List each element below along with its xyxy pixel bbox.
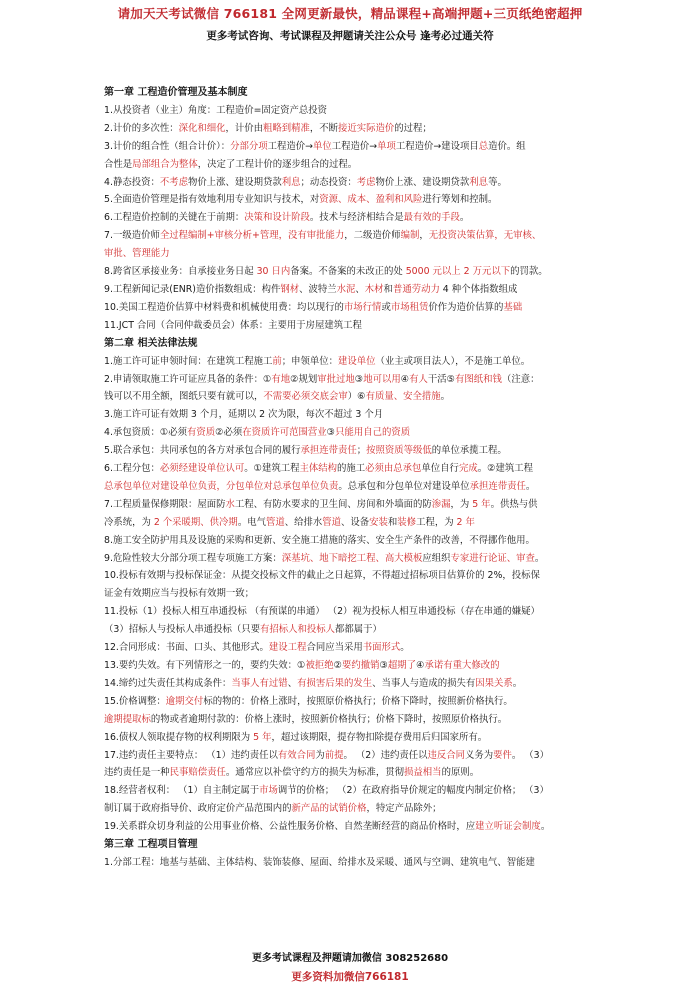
text-segment: 调节的价格； （2）在政府指导价规定的幅度内制定价格； （3） xyxy=(277,785,549,797)
text-segment: 10.投标有效期与投标保证金：从提交投标文件的截止之日起算，不得超过招标项目估算价的 2%，投标保 xyxy=(104,570,540,582)
highlighted-text: 新产品的试销价格 xyxy=(291,803,367,815)
text-segment: 和 xyxy=(387,516,398,528)
text-line xyxy=(104,442,602,460)
text-segment: 第三章 工程项目管理 xyxy=(104,839,198,851)
highlighted-text: 不考虑 xyxy=(159,176,188,188)
highlighted-text: 建设单位 xyxy=(337,355,376,367)
text-segment: 3.计价的组合性（组合计价）： xyxy=(104,140,231,152)
highlighted-text: 被拒绝 xyxy=(305,660,334,671)
text-segment: 。技术与经济相结合是 xyxy=(309,212,404,224)
text-segment: 9.危险性较大分部分项工程专项施工方案： xyxy=(104,552,282,564)
highlighted-text: 有招标人和投标人 xyxy=(259,624,335,636)
text-segment: 第二章 相关法律法规 xyxy=(104,337,198,349)
text-segment: 。 xyxy=(540,821,551,833)
highlighted-text: 建立听证会制度 xyxy=(475,821,541,833)
text-segment: 。 xyxy=(512,677,523,689)
text-segment: 。供热与供 xyxy=(490,498,538,510)
text-segment: 9.工程新闻记录(ENR)造价指数组成：构件 xyxy=(104,283,281,295)
text-segment: 工程造价→ xyxy=(267,140,314,152)
highlighted-text: 书面形式 xyxy=(362,642,401,654)
text-segment: 18.经营者权利： （1）自主制定属于 xyxy=(104,785,260,797)
highlighted-text: 5000 元以上 2 万元以下 xyxy=(405,266,511,278)
text-segment: 合性是 xyxy=(104,158,133,170)
text-line xyxy=(104,639,602,657)
text-segment: ，决定了工程计价的逐步组合的过程。 xyxy=(197,158,358,170)
highlighted-text: 逾期提取标 xyxy=(104,713,151,725)
top-sub-banner: 更多考试咨询、考试课程及押题请关注公众号 逢考必过通关符 xyxy=(206,30,494,42)
highlighted-text: 木材 xyxy=(364,283,384,295)
text-segment: 3.施工许可证有效期 3 个月，延期以 2 次为限，每次不超过 3 个月 xyxy=(104,409,384,421)
highlighted-text: 有地 xyxy=(271,373,291,385)
text-segment: ②必须 xyxy=(215,427,243,439)
text-line xyxy=(104,156,602,174)
top-promo-banner: 请加天天考试微信 766181 全网更新最快，精品课程+高端押题+三页纸绝密超押 xyxy=(117,6,583,21)
text-segment: 的过程； xyxy=(394,122,432,134)
text-segment: ，为 xyxy=(450,498,473,510)
text-segment: 工程造价→建设项目 xyxy=(395,140,479,152)
highlighted-text: 分部分项 xyxy=(230,140,268,152)
text-segment: （注意： xyxy=(501,373,540,385)
text-line xyxy=(104,603,602,621)
text-line xyxy=(104,102,602,120)
highlighted-text: 有图纸和钱 xyxy=(455,373,502,385)
highlighted-text: 超期了 xyxy=(387,660,417,671)
text-segment: 价作为造价估算的 xyxy=(428,301,504,313)
text-segment: 违约责任是一种 xyxy=(104,767,170,779)
highlighted-text: 总 xyxy=(478,140,489,152)
highlighted-text: 逾期交付 xyxy=(165,695,204,707)
text-segment: 10.美国工程造价估算中材料费和机械使用费：均以现行的 xyxy=(104,301,344,313)
highlighted-text: 水 xyxy=(225,498,235,510)
text-line xyxy=(104,550,602,568)
highlighted-text: 地可以用 xyxy=(363,373,401,385)
text-segment: 物价上涨、建设期贷款 xyxy=(375,176,470,188)
text-segment: 4.承包资质：①必须 xyxy=(104,427,187,439)
highlighted-text: 专家进行论证、审查 xyxy=(450,552,535,564)
highlighted-text: 承担连带责任 xyxy=(469,480,526,492)
text-segment: 、设备 xyxy=(341,516,370,528)
text-segment: 等。 xyxy=(488,176,507,188)
highlighted-text: 市场租赁 xyxy=(390,301,429,313)
text-segment: 。 xyxy=(440,391,450,403)
text-line xyxy=(104,299,602,317)
text-segment: 14.缔约过失责任其构成条件： xyxy=(104,677,232,689)
highlighted-text: 审批、管理能力 xyxy=(104,248,170,260)
highlighted-text: 只能用自己的资质 xyxy=(335,427,411,439)
text-segment: 备案。不备案的未改正的处 xyxy=(290,266,406,278)
text-line xyxy=(104,120,602,138)
text-segment: 。 xyxy=(534,552,545,564)
highlighted-text: 前提 xyxy=(324,749,344,761)
text-segment: 的单位承揽工程。 xyxy=(431,445,507,457)
text-segment: 、波特兰 xyxy=(299,283,337,295)
text-segment: 12.合同形成：书面、口头、其他形式。 xyxy=(104,642,269,654)
text-line xyxy=(104,532,602,550)
highlighted-text: 接近实际造价 xyxy=(338,122,395,134)
highlighted-text: 单项 xyxy=(377,140,396,152)
text-segment: 。 （2）违约责任以 xyxy=(343,749,428,761)
text-segment: 应组织 xyxy=(422,552,451,564)
highlighted-text: 利息 xyxy=(281,176,301,188)
text-segment: （3）招标人与投标人串通投标（只要 xyxy=(104,624,260,636)
highlighted-text: 编制 xyxy=(400,230,420,242)
highlighted-text: 建设工程 xyxy=(268,642,307,654)
text-segment: 。 xyxy=(525,480,536,492)
text-line xyxy=(104,478,602,496)
text-segment: ④ xyxy=(400,373,410,385)
text-line xyxy=(104,191,602,209)
text-segment: 1.分部工程：地基与基础、主体结构、装饰装修、屋面、给排水及采暖、通风与空调、建筑电气、智能建 xyxy=(104,856,535,868)
highlighted-text: 有质量、安全措施 xyxy=(365,391,441,403)
highlighted-text: 市场行情 xyxy=(343,301,382,313)
highlighted-text: 损益相当 xyxy=(404,767,442,779)
text-line xyxy=(104,621,602,639)
text-segment: 、 xyxy=(355,283,365,295)
highlighted-text: 钢材 xyxy=(280,283,300,295)
text-segment: 7.一级造价师 xyxy=(104,230,160,242)
text-line xyxy=(104,764,602,782)
highlighted-text: 当事人有过错 xyxy=(231,677,288,689)
text-segment: ②规划 xyxy=(290,373,318,385)
highlighted-text: 局部组合为整体 xyxy=(132,158,198,170)
text-segment: 造价。组 xyxy=(488,140,526,152)
text-segment: 钱可以不用全额，图纸只要有就可以， xyxy=(104,391,264,403)
text-line xyxy=(104,388,602,406)
text-segment: 。电气 xyxy=(237,516,266,528)
highlighted-text: 按照资质等级低 xyxy=(366,445,432,457)
text-line xyxy=(104,711,602,729)
text-segment: ）⑥ xyxy=(347,391,366,403)
highlighted-text: 有损害后果的发生 xyxy=(297,677,373,689)
text-segment: 11.投标（1）投标人相互串通投标 （有预谋的串通） （2）视为投标人相互串通投标（存在串通的嫌疑） xyxy=(104,606,540,618)
highlighted-text: 30 日内 xyxy=(256,266,291,278)
text-segment: 8.跨省区承接业务：自承接业务日起 xyxy=(104,266,257,278)
text-line xyxy=(104,174,602,192)
text-line xyxy=(104,209,602,227)
chapter-heading xyxy=(104,84,602,102)
highlighted-text: 不需要必须交底会审 xyxy=(263,391,348,403)
text-line xyxy=(104,317,602,335)
text-segment: 标的物的：价格上涨时，按照原价格执行；价格下降时，按照新价格执行。 xyxy=(203,695,513,707)
highlighted-text: 民事赔偿责任 xyxy=(169,767,226,779)
highlighted-text: 有人 xyxy=(409,373,428,385)
text-segment: 1.从投资者（业主）角度：工程造价=固定资产总投资 xyxy=(104,104,328,116)
highlighted-text: 单位 xyxy=(313,140,332,152)
document-body xyxy=(104,84,602,872)
highlighted-text: 最有效的手段 xyxy=(403,212,460,224)
text-line xyxy=(104,353,602,371)
highlighted-text: 资源、成本、盈利和风险 xyxy=(319,194,423,206)
text-segment: 、 xyxy=(287,677,298,689)
highlighted-text: 管道 xyxy=(265,516,285,528)
text-segment: 义务为 xyxy=(465,749,494,761)
text-line xyxy=(104,406,602,424)
highlighted-text: 无投资决策估算，无审核、 xyxy=(428,230,542,242)
highlighted-text: 深基坑、地下暗挖工程、高大模板 xyxy=(281,552,423,564)
text-segment: 6.工程造价控制的关键在于前期： xyxy=(104,212,245,224)
text-segment: 冷系统，为 xyxy=(104,516,154,528)
highlighted-text: 总承包单位对建设单位负责，分包单位对总承包单位负责 xyxy=(104,480,339,492)
text-line xyxy=(104,818,602,836)
text-segment: 6.工程分包： xyxy=(104,463,160,475)
text-segment: ，超过该期限，提存物扣除提存费用后归国家所有。 xyxy=(271,731,488,743)
text-segment: ，不断 xyxy=(309,122,339,134)
chapter-heading xyxy=(104,335,602,353)
text-segment: 、当事人与造成的损失有 xyxy=(372,677,476,689)
highlighted-text: 管道 xyxy=(322,516,341,528)
chapter-heading xyxy=(104,836,602,854)
text-segment: 。 xyxy=(400,642,410,654)
highlighted-text: 渗漏 xyxy=(431,498,451,510)
text-segment: 11.JCT 合同（合同仲裁委员会）体系：主要用于房屋建筑工程 xyxy=(104,319,362,331)
highlighted-text: 5 年 xyxy=(472,498,491,510)
text-segment: 的物或者逾期付款的：价格上涨时，按照新价格执行；价格下降时，按照原价格执行。 xyxy=(150,713,508,725)
highlighted-text: 决策和设计阶段 xyxy=(244,212,310,224)
highlighted-text: 粗略到精准 xyxy=(262,122,310,134)
highlighted-text: 承担连带责任 xyxy=(300,445,357,457)
text-segment: 。总承包和分包单位对建设单位 xyxy=(338,480,470,492)
text-line xyxy=(104,693,602,711)
text-segment: 为 xyxy=(315,749,325,761)
highlighted-text: 有效合同 xyxy=(277,749,316,761)
text-segment: 4.静态投资： xyxy=(104,176,160,188)
text-segment: ③ xyxy=(379,660,388,671)
text-line xyxy=(104,854,602,872)
highlighted-text: 有资质 xyxy=(186,427,216,439)
text-segment: 5.全面造价管理是指有效地利用专业知识与技术，对 xyxy=(104,194,320,206)
text-segment: 7.工程质量保修期限：屋面防 xyxy=(104,498,226,510)
text-segment: 或 xyxy=(381,301,391,313)
text-segment: ，二级造价师 xyxy=(344,230,401,242)
text-line xyxy=(104,585,602,603)
highlighted-text: 2 个采暖期、供冷期 xyxy=(153,516,238,528)
highlighted-text: 5 年 xyxy=(253,731,272,743)
text-segment: 。通常应以补偿守约方的损失为标准，贯彻 xyxy=(225,767,405,779)
text-segment: 制订属于政府指导价、政府定价产品范围内的 xyxy=(104,803,292,815)
text-segment: 工程造价→ xyxy=(331,140,378,152)
highlighted-text: 违反合同 xyxy=(427,749,465,761)
text-line xyxy=(104,675,602,693)
text-segment: ，计价由 xyxy=(225,122,263,134)
highlighted-text: 市场 xyxy=(259,785,278,797)
highlighted-text: 承诺有重大修改的 xyxy=(424,660,500,671)
text-line xyxy=(104,514,602,532)
text-segment: 工程，为 xyxy=(416,516,457,528)
text-segment: 、给排水 xyxy=(284,516,323,528)
text-segment: 19.关系群众切身利益的公用事业价格、公益性服务价格、自然垄断经营的商品价格时，应 xyxy=(104,821,476,833)
text-segment: 合同应当采用 xyxy=(306,642,363,654)
highlighted-text: 2 年 xyxy=(456,516,475,528)
text-segment: 2.计价的多次性： xyxy=(104,122,179,134)
text-segment: ③ xyxy=(354,373,364,385)
text-segment: ③ xyxy=(326,427,336,439)
text-segment: 第一章 工程造价管理及基本制度 xyxy=(104,87,248,98)
text-segment: 的施工 xyxy=(337,463,366,475)
text-segment: 。 （3） xyxy=(511,749,549,761)
text-segment: 单位自行 xyxy=(421,463,459,475)
text-segment: ④ xyxy=(416,660,425,671)
highlighted-text: 安装 xyxy=(369,516,388,528)
highlighted-text: 要约撤销 xyxy=(342,660,380,671)
highlighted-text: 必须由总承包 xyxy=(365,463,422,475)
highlighted-text: 水泥 xyxy=(336,283,356,295)
text-segment: 5.联合承包：共同承包的各方对承包合同的履行 xyxy=(104,445,301,457)
text-segment: 。 xyxy=(459,212,470,224)
text-segment: ，特定产品除外； xyxy=(366,803,442,815)
text-segment: 和 xyxy=(383,283,393,295)
highlighted-text: 普通劳动力 xyxy=(392,283,440,295)
text-segment: 2.申请领取施工许可证应具备的条件：① xyxy=(104,373,272,385)
text-segment: 。②建筑工程 xyxy=(477,463,533,475)
text-segment: 。①建筑工程 xyxy=(244,463,300,475)
highlighted-text: 要件 xyxy=(493,749,512,761)
text-segment: 16.债权人领取提存物的权利期限为 xyxy=(104,731,254,743)
text-line xyxy=(104,227,602,245)
text-line xyxy=(104,729,602,747)
text-line xyxy=(104,782,602,800)
text-line xyxy=(104,424,602,442)
text-segment: ， xyxy=(419,230,429,242)
text-segment: 13.要约失效。有下列情形之一的，要约失效：① xyxy=(104,660,306,671)
text-line xyxy=(104,657,602,675)
text-line xyxy=(104,800,602,818)
text-segment: （业主或项目法人），不是施工单位。 xyxy=(375,355,531,367)
highlighted-text: 前 xyxy=(272,355,282,367)
highlighted-text: 深化和细化 xyxy=(178,122,226,134)
text-segment: 17.违约责任主要特点： （1）违约责任以 xyxy=(104,749,278,761)
text-segment: ；动态投资： xyxy=(300,176,357,188)
text-segment: 1.施工许可证申领时间：在建筑工程施工 xyxy=(104,355,273,367)
text-segment: ；申领单位： xyxy=(281,355,338,367)
highlighted-text: 完成 xyxy=(458,463,478,475)
text-line xyxy=(104,281,602,299)
highlighted-text: 审批过地 xyxy=(317,373,355,385)
text-segment: 证金有效期应当与投标有效期一致； xyxy=(104,588,255,600)
highlighted-text: 装修 xyxy=(397,516,417,528)
text-segment: 工程、有防水要求的卫生间、房间和外墙面的防 xyxy=(234,498,432,510)
text-segment: 的罚款。 xyxy=(510,266,548,278)
text-line xyxy=(104,747,602,765)
text-line xyxy=(104,496,602,514)
text-segment: ② xyxy=(333,660,342,671)
text-line xyxy=(104,460,602,478)
highlighted-text: 利息 xyxy=(469,176,489,188)
highlighted-text: 因果关系 xyxy=(475,677,513,689)
highlighted-text: 必须经建设单位认可 xyxy=(159,463,245,475)
text-segment: 15.价格调整： xyxy=(104,695,166,707)
highlighted-text: 主体结构 xyxy=(299,463,338,475)
text-line xyxy=(104,567,602,585)
highlighted-text: 考虑 xyxy=(356,176,376,188)
highlighted-text: 全过程编制+审核分析+管理，没有审批能力 xyxy=(159,230,345,242)
highlighted-text: 基础 xyxy=(503,301,523,313)
text-segment: 4 种个体指数组成 xyxy=(439,283,518,295)
text-segment: ； xyxy=(356,445,367,457)
footer-promo-line: 更多资料加微信766181 xyxy=(291,971,409,983)
text-segment: 干活⑤ xyxy=(427,373,456,385)
text-line xyxy=(104,138,602,156)
text-line xyxy=(104,245,602,263)
text-segment: 8.施工安全防护用具及设施的采购和更新、安全施工措施的落实、安全生产条件的改善，不得挪作他用。 xyxy=(104,534,535,546)
text-line xyxy=(104,371,602,389)
text-segment: 进行筹划和控制。 xyxy=(422,194,498,206)
text-line xyxy=(104,263,602,281)
highlighted-text: 在资质许可范围营业 xyxy=(242,427,327,439)
text-segment: 的原则。 xyxy=(441,767,480,779)
footer-contact-line: 更多考试课程及押题请加微信 308252680 xyxy=(251,953,449,964)
text-segment: 物价上涨、建设期贷款 xyxy=(187,176,282,188)
text-segment: 都都属于） xyxy=(334,624,382,636)
